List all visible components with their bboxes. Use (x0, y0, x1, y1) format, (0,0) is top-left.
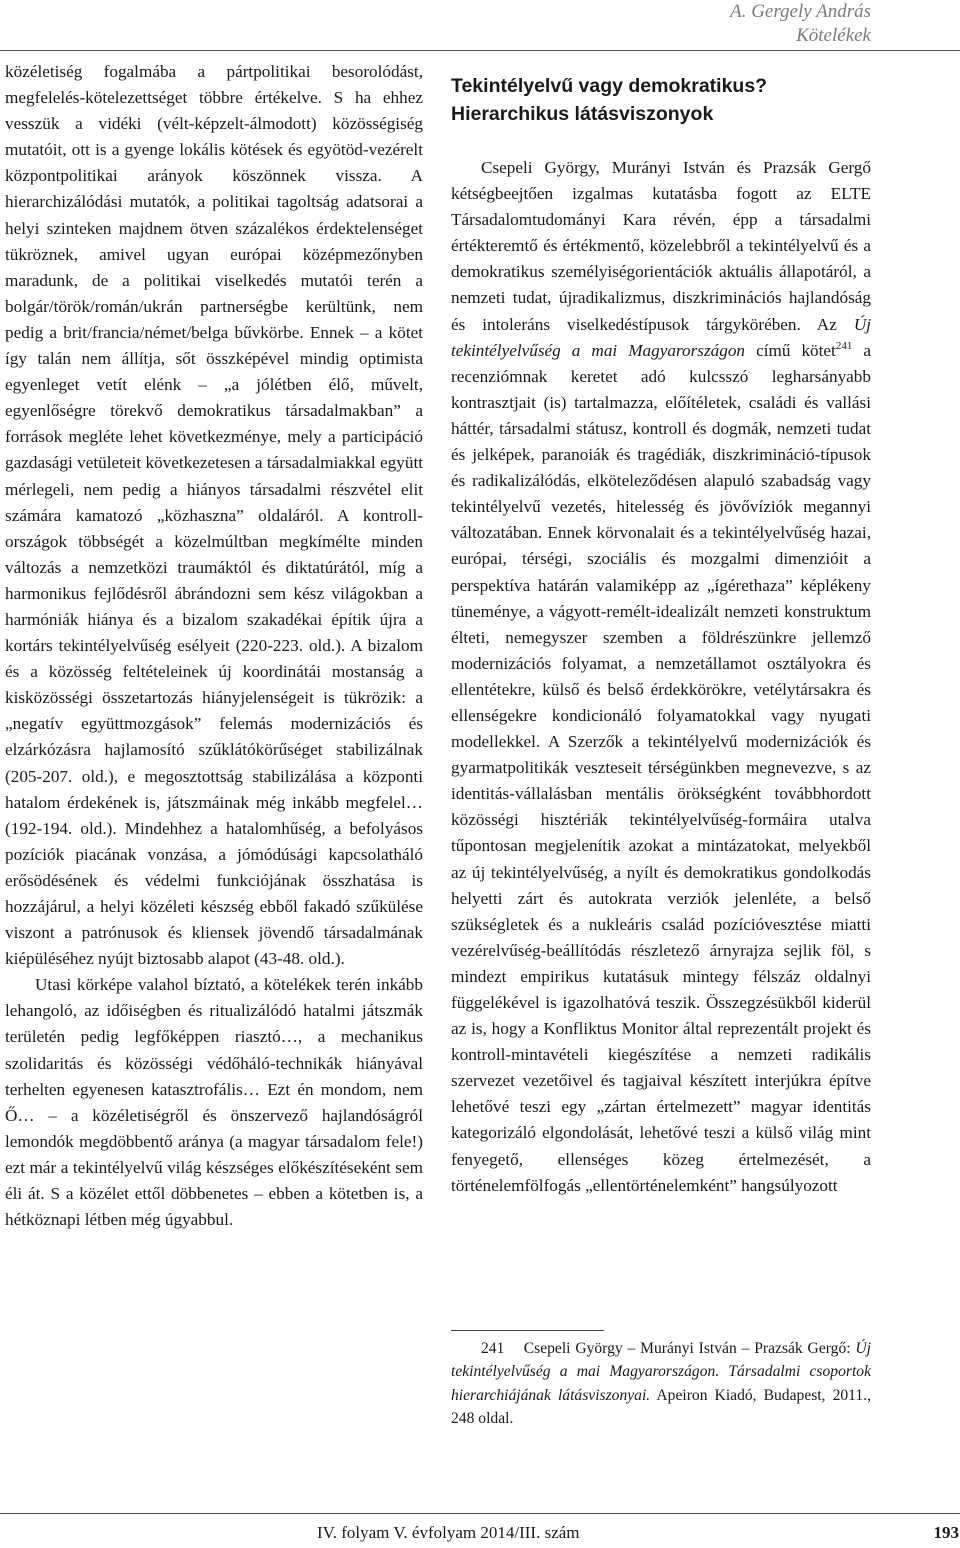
footer-rule (0, 1513, 960, 1514)
section-heading-line-1: Tekintélyelvű vagy demokratikus? (451, 75, 768, 97)
right-paragraph-part-3: a recenziómnak keretet adó kulcsszó legharsányabb kontrasztjait (is) tartalmazza, előítéletek, családi és vallási háttér, társadalmi státusz, kontroll és dogmák, nemzeti tudat és jelképek, paranoiák és tragédiák, diszkrimináció-típusok és radikalizálódás, elköteleződésen alapuló szabadság vagy tekintélyelvű vezetés, hitelesség és jövővíziók megannyi változatában. Ennek körvonalait és a tekintélyelvűség hazai, európai, térségi, szociális és mozgalmi dimenzióit a perspektíva határán valamiképp az „ígérethaza” képlékeny tüneménye, a vágyott-remélt-idealizált nemzeti konstruktum élteti, nemegyszer szemben a földrészünkre jellemző modernizációs folyamat, a nemzetállamot osztályokra és ellentétekre, külső és belső érdekkörökre, vetélytársakra és ellenségekre kondicionáló folyamatokkal vagy nyugati modellekkel. A Szerzők a tekintélyelvű modernizációk és gyarmatpolitikák veszteseit térségünkben megnevezve, s az identitás-vállalásban mentális örökségként továbbhordott közösségi hisztériák tekintélyelvűség-formáira utalva tűpontosan megjelenítik azokat a mintázatokat, melyekből az új tekintélyelvűség, a nyílt és demokratikus gondolkodás helyetti zárt és autokrata verziók jelenléte, a belső szükségletek és a nukleáris család pozícióvesztése miatti vezérelvűség-beállítódás részletező árnyrajza sejlik föl, s mindezt empirikus kutatásuk mintegy félszáz oldalnyi függelékével is igazolhatóvá teszik. Összegzésükből kiderül az is, hogy a Konfliktus Monitor által reprezentált projekt és kontroll-mintavételi kiegészítése a nemzeti radikális szervezet vezetőivel és tagjaival készített interjúkra építve lehetővé teszi egy „zártan értelmezett” magyar identitás kategorizáló elgondolását, lehetővé teszi a külső világ mint fenyegető, ellenséges közeg értelmezését, a történelemfölfogás „ellentörténelemként” hangsúlyozott (451, 340, 871, 1195)
header-author: A. Gergely András (730, 1, 871, 22)
right-paragraph (451, 155, 871, 1199)
page-number: 193 (933, 1523, 959, 1542)
footnote-title: Új tekintélyelvűség a mai Magyarországon. Társadalmi csoportok hierarchiájának látásviszonyai. (451, 1340, 872, 1404)
right-column (451, 72, 871, 1199)
left-paragraph-1: közéletiség fogalmába a pártpolitikai besorolódást, megfelelés-kötelezettséget többre értékelve. S ha ehhez vesszük a vidéki (vélt-képzelt-álmodott) közösségiség mutatóit, ott is a gyenge lokális kötések és egyötöd-vezérelt központpolitikai arányok köszönnek vissza. A hierarchizálódási mutatók, a politikai tagoltság adatsorai a helyi szinteken majdnem ötven százalékos érdektelenséget tükröznek, amivel ugyan európai középmezőnyben maradunk, de a politikai viselkedés mutatói terén a bolgár/török/román/ukrán partnerségbe kerültünk, nem pedig a brit/francia/német/belga bűvkörbe. Ennek – a kötet így talán nem állítja, sőt összképével mindig optimista egyenleget vetít elénk – „a jólétben élő, művelt, egyenlőségre törekvő demokratikus társadalmakban” a források megléte lehet következménye, mely a participáció gazdasági vetületeit következetesen a társadalmiakkal együtt mérlegeli, nem pedig a hiányos társadalmi részvétel elit számára kamatozó „közhaszna” oldaláról. A kontroll-országok többségét a közelmúltban megkímélte minden változás a nemzetközi traumáktól és diktatúrától, míg a harmonikus fejlődésről ábrándozni sem kész világokban a harmóniák hiánya és a bizalom szakadékai építik újra a kortárs tekintélyelvűség esélyeit (220-223. old.). A bizalom és a közösség feltételeinek új koordinátái mostanság a kisközösségi összetartozás hiányjelenségeit is tükrözik: a „negatív együttmozgások” felemás modernizációs és elzárkózásra hajlamosító szűklátókörűséget stabilizálnak (205-207. old.), e megosztottság stabilizálása a központi hatalom érdekének is, játszmáinak még inkább megfelel… (192-194. old.). Mindehhez a hatalomhűség, a befolyásos pozíciók piacának vonzása, a jómódúsági kapcsolatháló erősödésének és védelmi funkciójának összhatása is hozzájárul, a helyi közéleti készség ebből fakadó szűkülése viszont a patrónusok és kliensek jövendő társadalmának kiépüléséhez nyújt biztosabb alapot (43-48. old.). (5, 62, 423, 969)
footnote-reference[interactable]: 241 (835, 339, 853, 352)
header-rule (0, 50, 960, 51)
footnote-number: 241 (481, 1340, 505, 1357)
left-paragraph-2: Utasi körképe valahol bíztató, a kötelékek terén inkább lehangoló, az időiségben és ritualizálódó hatalmi játszmák területén pedig legfőképpen riasztó…, a mechanikus szolidaritás és közösségi védőháló-technikák hiányával terhelten egyenesen katasztrofális… Ezt én mondom, nem Ő… – a közéletiségről és önszervező hajlandóságról lemondók megdöbbentő aránya (a magyar társadalom fele!) ezt már a tekintélyelvű világ készséges előkészítéseként sem éli át. S a közélet ettől döbbenetes – ebben a kötetben is, a hétköznapi létben még úgyabbul. (5, 975, 423, 1230)
footnote (451, 1337, 871, 1430)
book-title: Új tekintélyelvűség a mai Magyarországon (451, 314, 871, 360)
footnote-rule (451, 1330, 604, 1331)
footnote-authors: Csepeli György – Murányi István – Prazsák Gergő: (523, 1340, 856, 1357)
section-heading-line-2: Hierarchikus látásviszonyok (451, 103, 714, 125)
right-paragraph-part-2: című kötet (745, 340, 836, 360)
running-header (730, 0, 871, 48)
right-paragraph-part-1: Csepeli György, Murányi István és Prazsák Gergő kétségbeejtően izgalmas kutatásba fogott az ELTE Társadalomtudományi Kara révén, épp a társadalmi értékteremtő és értékmentő, közelebbről a tekintélyelvű és a demokratikus személyiségorientációk aktuális állapotáról, a nemzeti tudat, újradikalizmus, diszkriminációs hajlandóság és intoleráns viselkedéstípusok tárgykörében. Az (451, 158, 871, 334)
footer-journal: IV. folyam V. évfolyam 2014/III. szám (317, 1523, 580, 1542)
header-title: Kötelékek (796, 25, 871, 46)
left-column (5, 59, 423, 1233)
footnote-publisher: Apeiron Kiadó, Budapest, 2011., 248 oldal. (451, 1386, 871, 1427)
